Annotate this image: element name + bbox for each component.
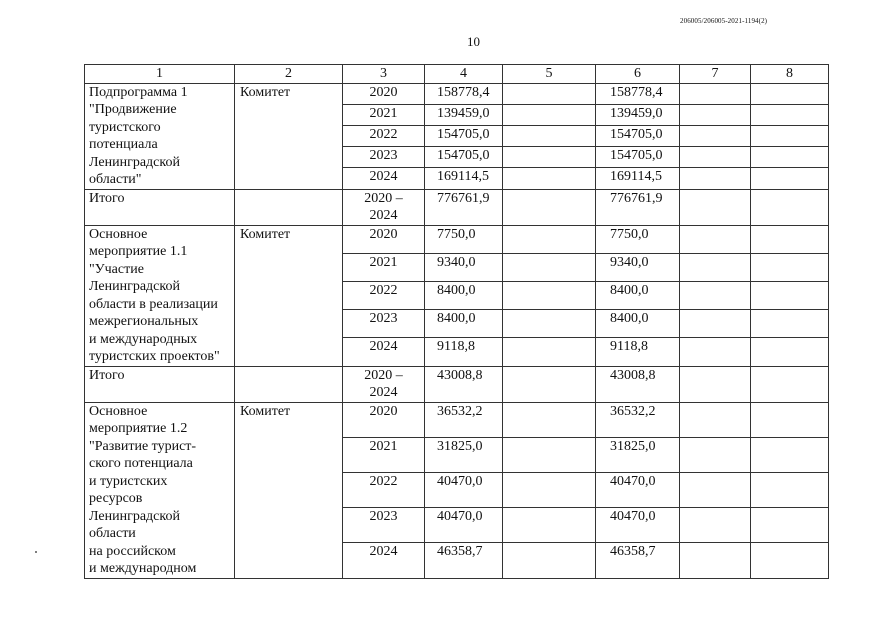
column-header: 5 xyxy=(503,65,596,84)
row-name-cell xyxy=(85,225,235,366)
value-cell-col6: 154705,0 xyxy=(596,147,680,168)
empty-cell-col8 xyxy=(751,168,829,189)
empty-cell-col5 xyxy=(503,472,596,507)
executor-cell: Комитет xyxy=(235,225,343,366)
empty-cell-col5 xyxy=(503,253,596,281)
column-header: 2 xyxy=(235,65,343,84)
year-cell: 2023 xyxy=(343,508,425,543)
year-cell: 2023 xyxy=(343,310,425,338)
value-cell-col4: 139459,0 xyxy=(425,104,503,125)
empty-cell-col8 xyxy=(751,508,829,543)
row-name-line: области" xyxy=(89,172,142,187)
total-value-col4: 776761,9 xyxy=(425,189,503,225)
value-cell-col4: 9118,8 xyxy=(425,338,503,366)
year-cell: 2024 xyxy=(343,543,425,578)
empty-cell-col5 xyxy=(503,168,596,189)
empty-cell-col7 xyxy=(680,189,751,225)
table-header-row xyxy=(85,65,829,84)
empty-cell-col7 xyxy=(680,168,751,189)
empty-cell-col8 xyxy=(751,147,829,168)
total-row xyxy=(85,189,829,225)
year-cell: 2022 xyxy=(343,472,425,507)
column-header: 1 xyxy=(85,65,235,84)
column-header: 3 xyxy=(343,65,425,84)
row-name-line: на российском xyxy=(89,543,176,559)
value-cell-col4: 40470,0 xyxy=(425,508,503,543)
year-cell: 2023 xyxy=(343,147,425,168)
empty-cell-col8 xyxy=(751,437,829,472)
year-cell: 2021 xyxy=(343,104,425,125)
empty-cell-col7 xyxy=(680,402,751,437)
empty-cell-col5 xyxy=(503,125,596,146)
document-id: 206005/206005-2021-1194(2) xyxy=(680,17,768,25)
empty-cell-col8 xyxy=(751,543,829,578)
empty-cell-col5 xyxy=(503,543,596,578)
empty-cell-col7 xyxy=(680,310,751,338)
value-cell-col4: 9340,0 xyxy=(425,253,503,281)
empty-cell-col5 xyxy=(503,281,596,309)
value-cell-col6: 158778,4 xyxy=(596,83,680,104)
empty-cell-col7 xyxy=(680,147,751,168)
empty-cell-col5 xyxy=(503,225,596,253)
row-name-line: мероприятие 1.1 xyxy=(89,244,188,259)
empty-cell-col5 xyxy=(503,437,596,472)
row-name-line: Основное xyxy=(89,403,148,419)
total-period-start: 2020 – xyxy=(364,367,403,383)
value-cell-col4: 36532,2 xyxy=(425,402,503,437)
column-header: 4 xyxy=(425,65,503,84)
total-period-end: 2024 xyxy=(369,385,398,400)
empty-cell-col7 xyxy=(680,253,751,281)
row-name-line: и международном xyxy=(89,561,197,576)
row-name-line: мероприятие 1.2 xyxy=(89,421,188,436)
total-label: Итого xyxy=(85,189,235,225)
row-name-line: Ленинградской xyxy=(89,154,180,170)
empty-cell-col7 xyxy=(680,225,751,253)
empty-cell-col7 xyxy=(680,125,751,146)
total-period-end: 2024 xyxy=(369,208,398,223)
column-header: 6 xyxy=(596,65,680,84)
value-cell-col4: 8400,0 xyxy=(425,310,503,338)
value-cell-col4: 154705,0 xyxy=(425,147,503,168)
row-name-line: области в реализации xyxy=(89,296,218,312)
empty-cell-col8 xyxy=(751,402,829,437)
empty-cell-col8 xyxy=(751,366,829,402)
value-cell-col4: 31825,0 xyxy=(425,437,503,472)
executor-cell: Комитет xyxy=(235,83,343,189)
empty-cell-col7 xyxy=(680,366,751,402)
year-cell: 2022 xyxy=(343,281,425,309)
empty-cell-col8 xyxy=(751,281,829,309)
empty-cell-col8 xyxy=(751,310,829,338)
scan-speck xyxy=(35,551,37,553)
table-row xyxy=(85,402,829,437)
column-header: 7 xyxy=(680,65,751,84)
value-cell-col4: 8400,0 xyxy=(425,281,503,309)
empty-cell-col5 xyxy=(503,83,596,104)
row-name-line: Ленинградской xyxy=(89,508,180,524)
value-cell-col6: 9118,8 xyxy=(596,338,680,366)
total-row xyxy=(85,366,829,402)
year-cell: 2020 xyxy=(343,225,425,253)
empty-cell-col7 xyxy=(680,437,751,472)
value-cell-col6: 31825,0 xyxy=(596,437,680,472)
year-cell: 2024 xyxy=(343,338,425,366)
empty-cell-col7 xyxy=(680,104,751,125)
empty-cell-col5 xyxy=(503,104,596,125)
row-name-line: Подпрограмма 1 xyxy=(89,84,188,100)
row-name-line: межрегиональных xyxy=(89,314,199,329)
executor-cell: Комитет xyxy=(235,402,343,578)
value-cell-col4: 158778,4 xyxy=(425,83,503,104)
empty-cell-col5 xyxy=(503,366,596,402)
empty-cell-col8 xyxy=(751,83,829,104)
empty-cell-col5 xyxy=(503,310,596,338)
empty-cell-col5 xyxy=(503,338,596,366)
budget-table xyxy=(84,64,829,579)
empty-cell-col8 xyxy=(751,472,829,507)
empty-cell-col7 xyxy=(680,543,751,578)
value-cell-col4: 154705,0 xyxy=(425,125,503,146)
total-period-cell xyxy=(343,189,425,225)
total-period-start: 2020 – xyxy=(364,190,403,206)
value-cell-col6: 139459,0 xyxy=(596,104,680,125)
table-row xyxy=(85,83,829,104)
row-name-line: туристского xyxy=(89,119,161,135)
row-name-line: ресурсов xyxy=(89,491,143,506)
empty-cell-col7 xyxy=(680,472,751,507)
row-name-line: области xyxy=(89,526,136,541)
page-number: 10 xyxy=(467,34,480,49)
total-value-col4: 43008,8 xyxy=(425,366,503,402)
empty-cell-col5 xyxy=(503,189,596,225)
year-cell: 2020 xyxy=(343,83,425,104)
total-value-col6: 43008,8 xyxy=(596,366,680,402)
row-name-line: и международных xyxy=(89,331,198,347)
year-cell: 2021 xyxy=(343,253,425,281)
empty-cell-col8 xyxy=(751,225,829,253)
row-name-line: "Развитие турист- xyxy=(89,438,197,454)
value-cell-col6: 8400,0 xyxy=(596,310,680,338)
empty-cell-col7 xyxy=(680,83,751,104)
column-header: 8 xyxy=(751,65,829,84)
value-cell-col6: 154705,0 xyxy=(596,125,680,146)
value-cell-col4: 7750,0 xyxy=(425,225,503,253)
row-name-line: туристских проектов" xyxy=(89,349,220,364)
empty-cell-col8 xyxy=(751,125,829,146)
empty-cell-col5 xyxy=(503,402,596,437)
row-name-cell xyxy=(85,402,235,578)
empty-cell-col2 xyxy=(235,366,343,402)
empty-cell-col8 xyxy=(751,189,829,225)
value-cell-col6: 7750,0 xyxy=(596,225,680,253)
total-value-col6: 776761,9 xyxy=(596,189,680,225)
value-cell-col6: 169114,5 xyxy=(596,168,680,189)
total-label: Итого xyxy=(85,366,235,402)
empty-cell-col5 xyxy=(503,508,596,543)
value-cell-col6: 40470,0 xyxy=(596,472,680,507)
empty-cell-col2 xyxy=(235,189,343,225)
total-period-cell xyxy=(343,366,425,402)
year-cell: 2020 xyxy=(343,402,425,437)
year-cell: 2021 xyxy=(343,437,425,472)
empty-cell-col8 xyxy=(751,104,829,125)
value-cell-col4: 40470,0 xyxy=(425,472,503,507)
empty-cell-col8 xyxy=(751,338,829,366)
row-name-line: Ленинградской xyxy=(89,279,180,294)
value-cell-col6: 40470,0 xyxy=(596,508,680,543)
table-row xyxy=(85,225,829,253)
value-cell-col6: 9340,0 xyxy=(596,253,680,281)
row-name-line: "Участие xyxy=(89,261,144,277)
value-cell-col6: 36532,2 xyxy=(596,402,680,437)
empty-cell-col8 xyxy=(751,253,829,281)
empty-cell-col7 xyxy=(680,338,751,366)
row-name-line: потенциала xyxy=(89,137,158,152)
empty-cell-col5 xyxy=(503,147,596,168)
empty-cell-col7 xyxy=(680,508,751,543)
value-cell-col4: 169114,5 xyxy=(425,168,503,189)
row-name-line: ского потенциала xyxy=(89,456,193,471)
row-name-line: и туристских xyxy=(89,473,168,489)
year-cell: 2022 xyxy=(343,125,425,146)
row-name-line: "Продвижение xyxy=(89,102,177,117)
value-cell-col4: 46358,7 xyxy=(425,543,503,578)
empty-cell-col7 xyxy=(680,281,751,309)
row-name-line: Основное xyxy=(89,226,148,242)
year-cell: 2024 xyxy=(343,168,425,189)
row-name-cell xyxy=(85,83,235,189)
value-cell-col6: 46358,7 xyxy=(596,543,680,578)
value-cell-col6: 8400,0 xyxy=(596,281,680,309)
